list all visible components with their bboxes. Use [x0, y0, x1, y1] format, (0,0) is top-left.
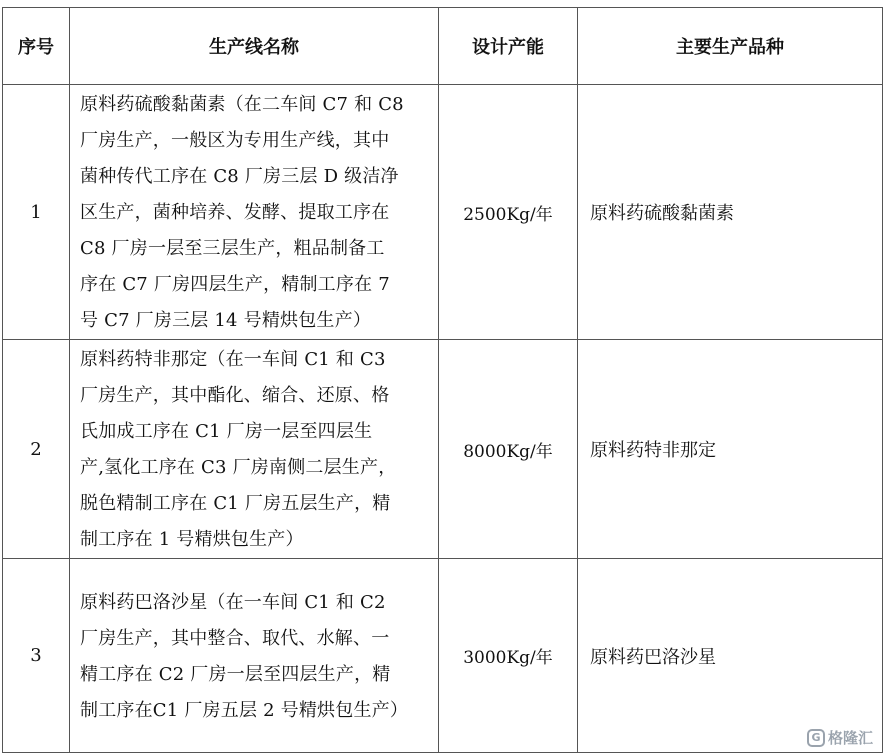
line-name-text: 原料药硫酸黏菌素（在二车间 C7 和 C8 — [80, 94, 404, 115]
product-cell: 原料药硫酸黏菌素 — [578, 85, 883, 340]
table-row — [3, 340, 883, 559]
line-name-text: 制工序在 1 号精烘包生产） — [80, 529, 304, 550]
row-number: 1 — [3, 85, 70, 340]
gelonghui-logo-icon: G — [807, 729, 825, 747]
table-header-row — [3, 8, 883, 85]
line-name-cell — [70, 340, 439, 559]
capacity-cell: 2500Kg/年 — [439, 85, 578, 340]
header-no: 序号 — [3, 8, 70, 85]
line-name-cell — [70, 85, 439, 340]
product-cell: 原料药巴洛沙星 — [578, 559, 883, 753]
line-name-text: 号 C7 厂房三层 14 号精烘包生产） — [80, 310, 372, 331]
line-name-text: 制工序在C1 厂房五层 2 号精烘包生产） — [80, 699, 409, 721]
production-line-table — [2, 7, 883, 753]
line-name-text: 脱色精制工序在 C1 厂房五层生产，精 — [80, 493, 391, 514]
line-name-text: 厂房生产，一般区为专用生产线，其中 — [80, 130, 390, 151]
line-name-text: 产,氢化工序在 C3 厂房南侧二层生产， — [80, 457, 397, 478]
row-number: 3 — [3, 559, 70, 753]
header-line-name: 生产线名称 — [70, 8, 439, 85]
line-name-text: 菌种传代工序在 C8 厂房三层 D 级洁净 — [80, 166, 399, 187]
line-name-text: 厂房生产，其中酯化、缩合、还原、格 — [80, 385, 390, 406]
line-name-cell — [70, 559, 439, 753]
table-row — [3, 85, 883, 340]
line-name-text: 氏加成工序在 C1 厂房一层至四层生 — [80, 421, 373, 442]
watermark-text: 格隆汇 — [827, 729, 873, 747]
line-name-text: 原料药特非那定（在一车间 C1 和 C3 — [80, 349, 386, 370]
line-name-text: 精工序在 C2 厂房一层至四层生产，精 — [80, 663, 391, 685]
line-name-text: 区生产，菌种培养、发酵、提取工序在 — [80, 202, 390, 223]
line-name-text: C8 厂房一层至三层生产，粗品制备工 — [80, 238, 385, 259]
watermark — [807, 727, 873, 748]
line-name-text: 序在 C7 厂房四层生产，精制工序在 7 — [80, 274, 390, 295]
header-product: 主要生产品种 — [578, 8, 883, 85]
line-name-text: 厂房生产，其中整合、取代、水解、一 — [80, 627, 390, 649]
product-cell: 原料药特非那定 — [578, 340, 883, 559]
row-number: 2 — [3, 340, 70, 559]
capacity-cell: 3000Kg/年 — [439, 559, 578, 753]
table-row — [3, 559, 883, 753]
header-capacity: 设计产能 — [439, 8, 578, 85]
capacity-cell: 8000Kg/年 — [439, 340, 578, 559]
line-name-text: 原料药巴洛沙星（在一车间 C1 和 C2 — [80, 591, 386, 613]
